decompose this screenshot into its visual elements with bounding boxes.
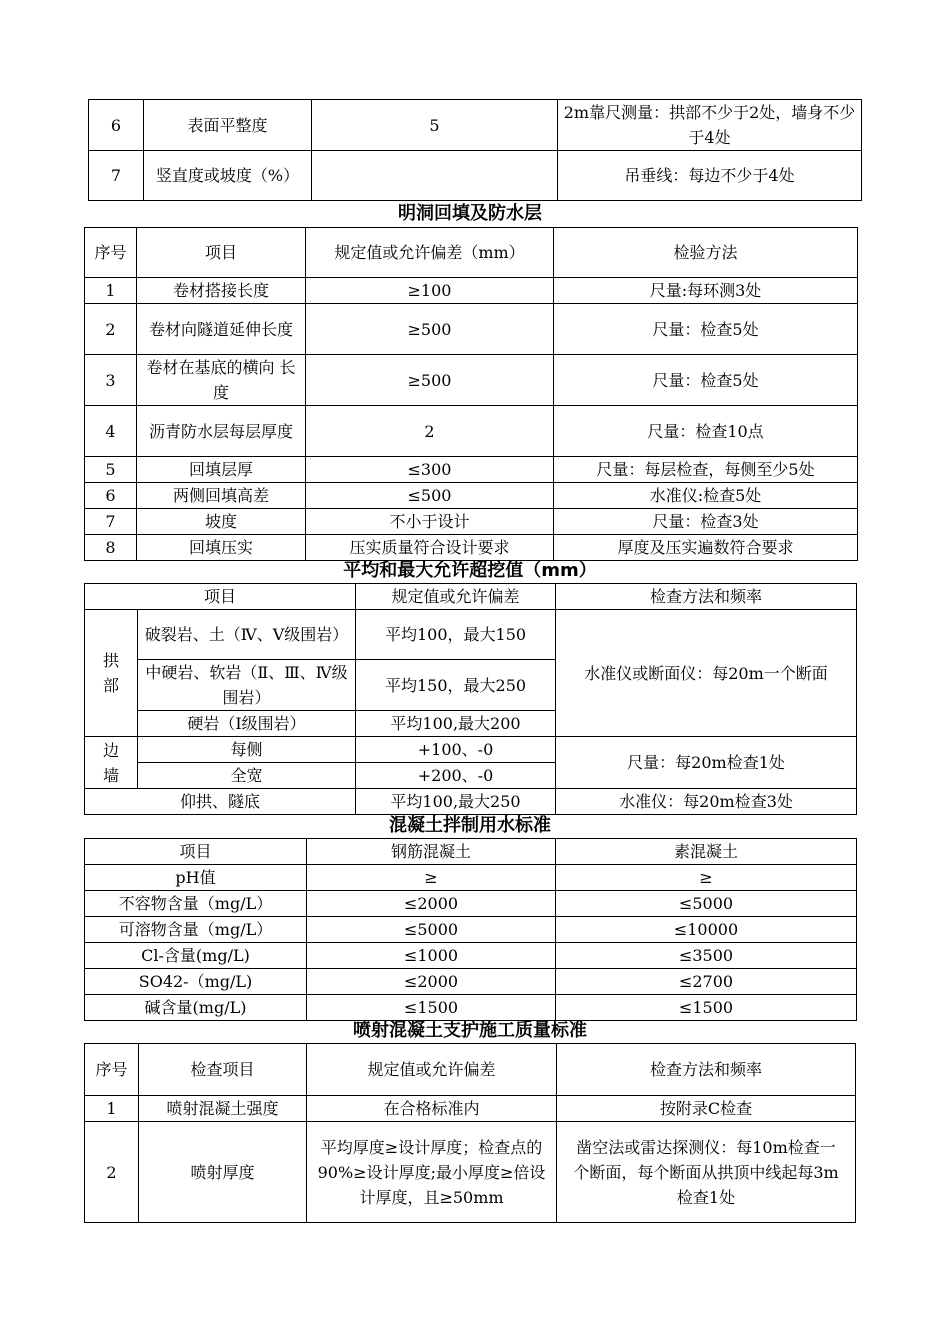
value-cell: ≥500 [306,355,554,406]
method-cell: 厚度及压实遍数符合要求 [554,535,858,561]
method-cell: 尺量：检查5处 [554,355,858,406]
table-row [85,278,858,304]
table-row [89,151,862,201]
pc-cell: ≤5000 [556,891,857,917]
table-overbreak [84,583,857,815]
method-cell: 按附录C检查 [557,1096,856,1122]
table-row [85,355,858,406]
value-cell: 在合格标准内 [307,1096,557,1122]
method-cell: 尺量：每层检查，每侧至少5处 [554,457,858,483]
table-row [85,917,857,943]
column-header: 项目 [85,839,307,865]
item-cell: 硬岩（Ⅰ级围岩） [138,711,356,737]
item-cell: 全宽 [138,763,356,789]
column-header: 检查方法和频率 [556,584,857,610]
row-number: 5 [85,457,137,483]
table-row [85,535,858,561]
pc-cell: ≥ [556,865,857,891]
method-cell: 尺量:每环测3处 [554,278,858,304]
table-backfill-waterproof [84,227,858,561]
row-number: 7 [85,509,137,535]
table-row [85,1122,856,1223]
column-header: 规定值或允许偏差 [356,584,556,610]
item-cell: 卷材向隧道延伸长度 [137,304,306,355]
value-cell: ≥500 [306,304,554,355]
value-cell: 2 [306,406,554,457]
item-cell: 回填层厚 [137,457,306,483]
item-cell: 卷材在基底的横向 长度 [137,355,306,406]
pc-cell: ≤1500 [556,995,857,1021]
table-row [85,995,857,1021]
section-title: 喷射混凝土支护施工质量标准 [353,1020,587,1041]
item-cell: 卷材搭接长度 [137,278,306,304]
row-number: 6 [85,483,137,509]
rc-cell: ≤5000 [307,917,556,943]
table-row [85,969,857,995]
item-cell: 沥青防水层每层厚度 [137,406,306,457]
row-number: 2 [85,1122,139,1223]
value-cell: 压实质量符合设计要求 [306,535,554,561]
row-number: 7 [89,151,144,201]
item-cell: Cl-含量(mg/L) [85,943,307,969]
item-cell: 喷射厚度 [139,1122,307,1223]
value-cell: ≤500 [306,483,554,509]
table-row [85,304,858,355]
column-header: 序号 [85,1044,139,1096]
rc-cell: ≤1000 [307,943,556,969]
arch-label: 拱部 [85,610,138,737]
table-header-row [85,584,857,610]
rc-cell: ≤1500 [307,995,556,1021]
method-cell: 凿空法或雷达探测仪：每10m检查一个断面，每个断面从拱顶中线起每3m检查1处 [557,1122,856,1223]
rc-cell: ≥ [307,865,556,891]
value-cell: 平均100,最大200 [356,711,556,737]
column-header: 规定值或允许偏差 [307,1044,557,1096]
item-cell: 仰拱、隧底 [85,789,356,815]
pc-cell: ≤2700 [556,969,857,995]
method-cell: 尺量：检查5处 [554,304,858,355]
table-row [85,406,858,457]
column-header: 钢筋混凝土 [307,839,556,865]
item-cell: 喷射混凝土强度 [139,1096,307,1122]
item-cell: 破裂岩、土（Ⅳ、Ⅴ级围岩） [138,610,356,660]
pc-cell: ≤10000 [556,917,857,943]
value-cell: 平均150，最大250 [356,660,556,711]
table-row [85,789,857,815]
item-cell: 碱含量(mg/L) [85,995,307,1021]
value-cell: 5 [312,100,558,151]
item-cell: 可溶物含量（mg/L） [85,917,307,943]
table-row [85,737,857,763]
value-cell: 平均厚度≥设计厚度；检查点的90%≥设计厚度;最小厚度≥倍设计厚度，且≥50mm [307,1122,557,1223]
row-number: 6 [89,100,144,151]
value-cell: +200、-0 [356,763,556,789]
method-cell: 水准仪或断面仪：每20m一个断面 [556,610,857,737]
column-header: 序号 [85,228,137,278]
table-row [85,943,857,969]
table-row [85,891,857,917]
table-header-row [85,1044,856,1096]
row-number: 4 [85,406,137,457]
table-row [85,1096,856,1122]
section-title: 明洞回填及防水层 [398,203,542,224]
rc-cell: ≤2000 [307,891,556,917]
row-number: 1 [85,278,137,304]
item-cell: SO42-（mg/L) [85,969,307,995]
table-row [89,100,862,151]
value-cell: 平均100，最大150 [356,610,556,660]
wall-label: 边墙 [85,737,138,789]
item-cell: 不容物含量（mg/L） [85,891,307,917]
method-cell: 吊垂线：每边不少于4处 [558,151,862,201]
section-title: 平均和最大允许超挖值（mm） [343,560,597,581]
value-cell: 平均100,最大250 [356,789,556,815]
item-cell: pH值 [85,865,307,891]
table-header-row [85,839,857,865]
table-shotcrete [84,1043,856,1223]
method-cell: 尺量：检查10点 [554,406,858,457]
method-cell: 2m靠尺测量：拱部不少于2处，墙身不少于4处 [558,100,862,151]
column-header: 检查方法和频率 [557,1044,856,1096]
item-cell: 坡度 [137,509,306,535]
table-row [85,865,857,891]
table-row [85,457,858,483]
column-header: 项目 [85,584,356,610]
item-cell: 中硬岩、软岩（Ⅱ、Ⅲ、Ⅳ级围岩） [138,660,356,711]
table-header-row [85,228,858,278]
column-header: 素混凝土 [556,839,857,865]
value-cell [312,151,558,201]
method-cell: 水准仪：每20m检查3处 [556,789,857,815]
pc-cell: ≤3500 [556,943,857,969]
method-cell: 水准仪:检查5处 [554,483,858,509]
column-header: 项目 [137,228,306,278]
value-cell: +100、-0 [356,737,556,763]
section-title: 混凝土拌制用水标准 [389,815,551,836]
table-top [88,99,862,201]
row-number: 1 [85,1096,139,1122]
row-number: 2 [85,304,137,355]
rc-cell: ≤2000 [307,969,556,995]
table-row [85,610,857,660]
method-cell: 尺量：检查3处 [554,509,858,535]
row-number: 3 [85,355,137,406]
table-mixing-water [84,838,857,1021]
value-cell: 不小于设计 [306,509,554,535]
item-cell: 两侧回填高差 [137,483,306,509]
value-cell: ≤300 [306,457,554,483]
column-header: 检验方法 [554,228,858,278]
item-cell: 竖直度或坡度（%） [144,151,312,201]
method-cell: 尺量：每20m检查1处 [556,737,857,789]
row-number: 8 [85,535,137,561]
item-cell: 回填压实 [137,535,306,561]
table-row [85,509,858,535]
value-cell: ≥100 [306,278,554,304]
table-row [85,483,858,509]
column-header: 检查项目 [139,1044,307,1096]
column-header: 规定值或允许偏差（mm） [306,228,554,278]
item-cell: 表面平整度 [144,100,312,151]
item-cell: 每侧 [138,737,356,763]
